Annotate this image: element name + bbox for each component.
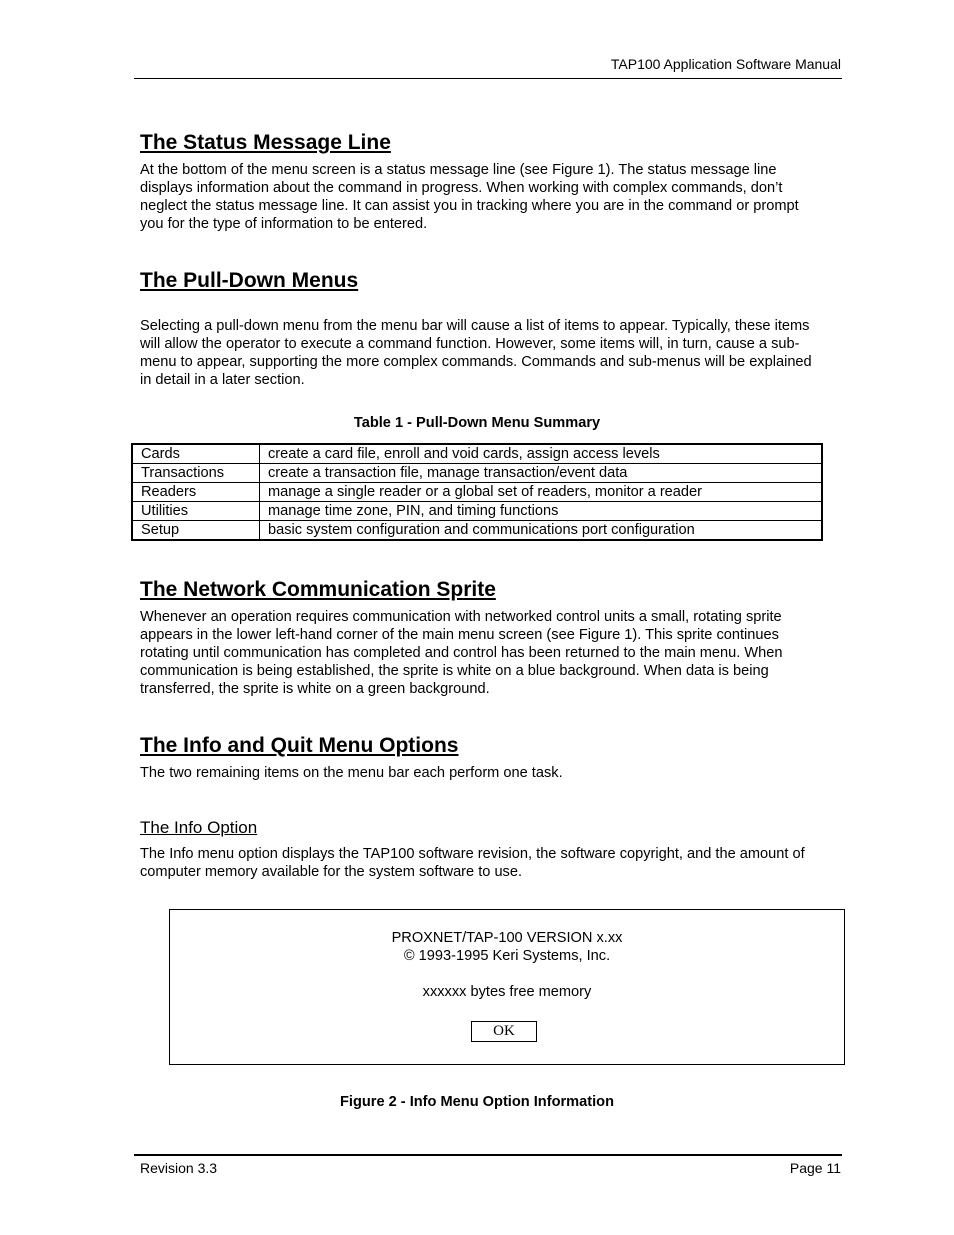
pulldown-menu-table	[131, 443, 823, 541]
menu-desc-cell: basic system configuration and communications port configuration	[260, 521, 823, 541]
menu-name-cell: Cards	[132, 444, 260, 464]
menu-desc-cell: manage a single reader or a global set of readers, monitor a reader	[260, 483, 823, 502]
free-memory-text: xxxxxx bytes free memory	[422, 984, 592, 1000]
header-rule	[134, 78, 842, 79]
status-message-heading: The Status Message Line	[140, 131, 391, 154]
running-header: TAP100 Application Software Manual	[610, 56, 841, 72]
version-text: PROXNET/TAP-100 VERSION x.xx	[391, 930, 623, 946]
menu-name-cell: Transactions	[132, 464, 260, 483]
pulldown-menus-body: Selecting a pull-down menu from the menu bar will cause a list of items to appear. Typically, these items will allow the operator to execute a command function. However, some items will, in turn, cause a sub-menu to appear, supporting the more complex commands. Commands and sub-menus will be explained in detail in a later section.	[140, 318, 812, 388]
table-caption: Table 1 - Pull-Down Menu Summary	[353, 415, 601, 431]
copyright-text: © 1993-1995 Keri Systems, Inc.	[403, 948, 611, 964]
footer-rule	[134, 1154, 842, 1156]
table-row	[132, 502, 822, 521]
table-row	[132, 521, 822, 541]
info-quit-heading: The Info and Quit Menu Options	[140, 734, 459, 757]
network-sprite-heading: The Network Communication Sprite	[140, 578, 496, 601]
menu-name-cell: Utilities	[132, 502, 260, 521]
info-quit-body: The two remaining items on the menu bar each perform one task.	[140, 765, 563, 781]
table-row	[132, 483, 822, 502]
figure-caption: Figure 2 - Info Menu Option Information	[339, 1094, 614, 1110]
menu-name-cell: Readers	[132, 483, 260, 502]
network-sprite-body: Whenever an operation requires communication with networked control units a small, rotating sprite appears in the lower left-hand corner of the main menu screen (see Figure 1). This sprite continues rotating until communication has completed and control has been returned to the main menu. When communication is being established, the sprite is white on a blue background. When data is being transferred, the sprite is white on a green background.	[140, 609, 783, 697]
menu-desc-cell: create a card file, enroll and void cards, assign access levels	[260, 444, 823, 464]
ok-button[interactable]: OK	[471, 1021, 537, 1042]
revision-label: Revision 3.3	[140, 1160, 218, 1176]
info-option-body: The Info menu option displays the TAP100 software revision, the software copyright, and the amount of computer memory available for the system software to use.	[140, 846, 805, 880]
menu-desc-cell: create a transaction file, manage transaction/event data	[260, 464, 823, 483]
info-dialog	[169, 909, 845, 1065]
pulldown-menus-heading: The Pull-Down Menus	[140, 269, 359, 292]
status-message-body: At the bottom of the menu screen is a status message line (see Figure 1). The status message line displays information about the command in progress. When working with complex commands, don’t neglect the status message line. It can assist you in tracking where you are in the command or prompt you for the type of information to be entered.	[140, 162, 799, 232]
table-row	[132, 444, 822, 464]
menu-desc-cell: manage time zone, PIN, and timing functions	[260, 502, 823, 521]
menu-name-cell: Setup	[132, 521, 260, 541]
page-number: Page 11	[789, 1160, 841, 1176]
info-option-heading: The Info Option	[140, 818, 258, 837]
table-row	[132, 464, 822, 483]
